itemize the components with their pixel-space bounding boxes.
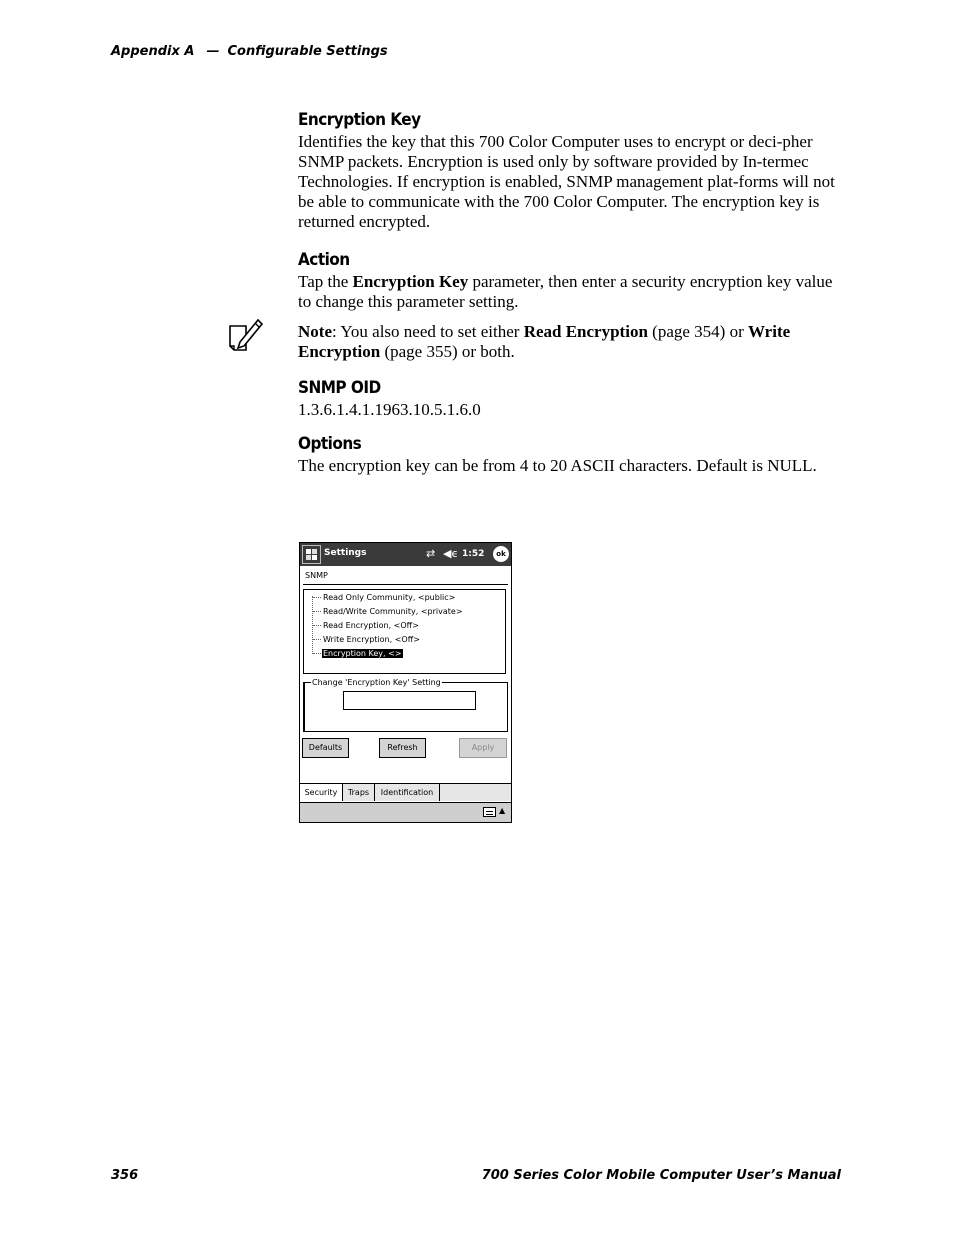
speaker-icon[interactable]: ◀ϵ xyxy=(443,547,459,560)
tree-item-read-write-community[interactable] xyxy=(313,606,464,618)
note-pencil-icon xyxy=(224,314,264,354)
action-text-2: parameter, then enter a security encryption key value to change this parameter setting. xyxy=(298,272,833,311)
device-title: Settings xyxy=(324,548,367,558)
apply-button[interactable]: Apply xyxy=(459,738,507,758)
header-separator: — xyxy=(206,44,220,59)
note-block xyxy=(298,322,838,362)
paragraph-encryption-key: Identifies the key that this 700 Color Computer uses to encrypt or deci-pher SNMP packets. Encryption is used only by software provided by In-termec Technologies. If encryption is enabled, SNMP management plat-forms will not be able to communicate with the 700 Color Computer. The encryption key is returned encrypted. xyxy=(298,132,835,231)
tree-item-label: Read/Write Community, <private> xyxy=(323,607,463,616)
change-setting-group xyxy=(303,678,508,732)
device-title-bar xyxy=(300,543,511,566)
tree-item-label: Write Encryption, <Off> xyxy=(323,635,420,644)
heading-snmp-oid: SNMP OID xyxy=(298,378,381,398)
tree-item-label: Read Only Community, <public> xyxy=(323,593,456,602)
action-bold-term: Encryption Key xyxy=(352,272,469,291)
note-bold-write-encryption: Write Encryption xyxy=(298,322,791,361)
paragraph-action xyxy=(298,272,838,312)
section-options xyxy=(298,434,838,476)
section-snmp-oid xyxy=(298,378,838,420)
tree-item-read-encryption[interactable] xyxy=(313,620,420,632)
tree-item-read-only-community[interactable] xyxy=(313,592,456,604)
tab-bar-filler xyxy=(440,784,511,801)
note-text xyxy=(298,322,838,362)
note-label: Note xyxy=(298,322,332,341)
paragraph-options: The encryption key can be from 4 to 20 ASCII characters. Default is NULL. xyxy=(298,456,817,475)
page-label-divider xyxy=(303,584,508,585)
note-text-1: : You also need to set either xyxy=(331,322,524,341)
device-bottom-bar xyxy=(300,802,511,823)
device-screenshot xyxy=(299,542,512,823)
page-number: 356 xyxy=(111,1168,139,1183)
heading-action: Action xyxy=(298,250,350,270)
tree-item-label: Encryption Key, <> xyxy=(323,649,402,658)
connection-arrows-icon[interactable]: ⇄ xyxy=(426,547,436,560)
change-setting-label: Change 'Encryption Key' Setting xyxy=(312,678,441,687)
input-panel-arrow-icon[interactable]: ▲ xyxy=(499,806,506,815)
heading-encryption-key: Encryption Key xyxy=(298,110,421,130)
manual-title: 700 Series Color Mobile Computer User’s Manual xyxy=(481,1168,841,1183)
encryption-key-input[interactable] xyxy=(343,691,476,710)
main-content xyxy=(298,110,838,494)
refresh-button[interactable]: Refresh xyxy=(379,738,426,758)
note-text-2: (page 354) or xyxy=(647,322,748,341)
snmp-oid-value: 1.3.6.1.4.1.1963.10.5.1.6.0 xyxy=(298,400,481,419)
windows-flag-icon[interactable] xyxy=(302,545,321,564)
settings-tree[interactable] xyxy=(303,589,506,674)
section-encryption-key xyxy=(298,110,838,232)
ok-button[interactable]: ok xyxy=(493,546,509,562)
clock-time[interactable]: 1:52 xyxy=(462,549,485,559)
tree-item-label: Read Encryption, <Off> xyxy=(323,621,419,630)
tree-item-encryption-key[interactable] xyxy=(313,648,403,660)
tab-identification[interactable]: Identification xyxy=(375,784,440,801)
keyboard-icon[interactable] xyxy=(483,807,496,817)
running-header xyxy=(111,44,388,59)
note-text-3: (page 355) or both. xyxy=(380,342,515,361)
defaults-button[interactable]: Defaults xyxy=(302,738,349,758)
tab-traps[interactable]: Traps xyxy=(343,784,375,801)
heading-options: Options xyxy=(298,434,362,454)
header-title: Configurable Settings xyxy=(227,44,388,59)
section-action xyxy=(298,250,838,312)
tree-item-write-encryption[interactable] xyxy=(313,634,421,646)
action-text-1: Tap the xyxy=(298,272,353,291)
tab-bar xyxy=(300,783,511,802)
note-bold-read-encryption: Read Encryption xyxy=(523,322,648,341)
header-section: Appendix A xyxy=(111,44,195,59)
tab-security[interactable]: Security xyxy=(300,784,343,801)
page-label: SNMP xyxy=(305,571,328,580)
